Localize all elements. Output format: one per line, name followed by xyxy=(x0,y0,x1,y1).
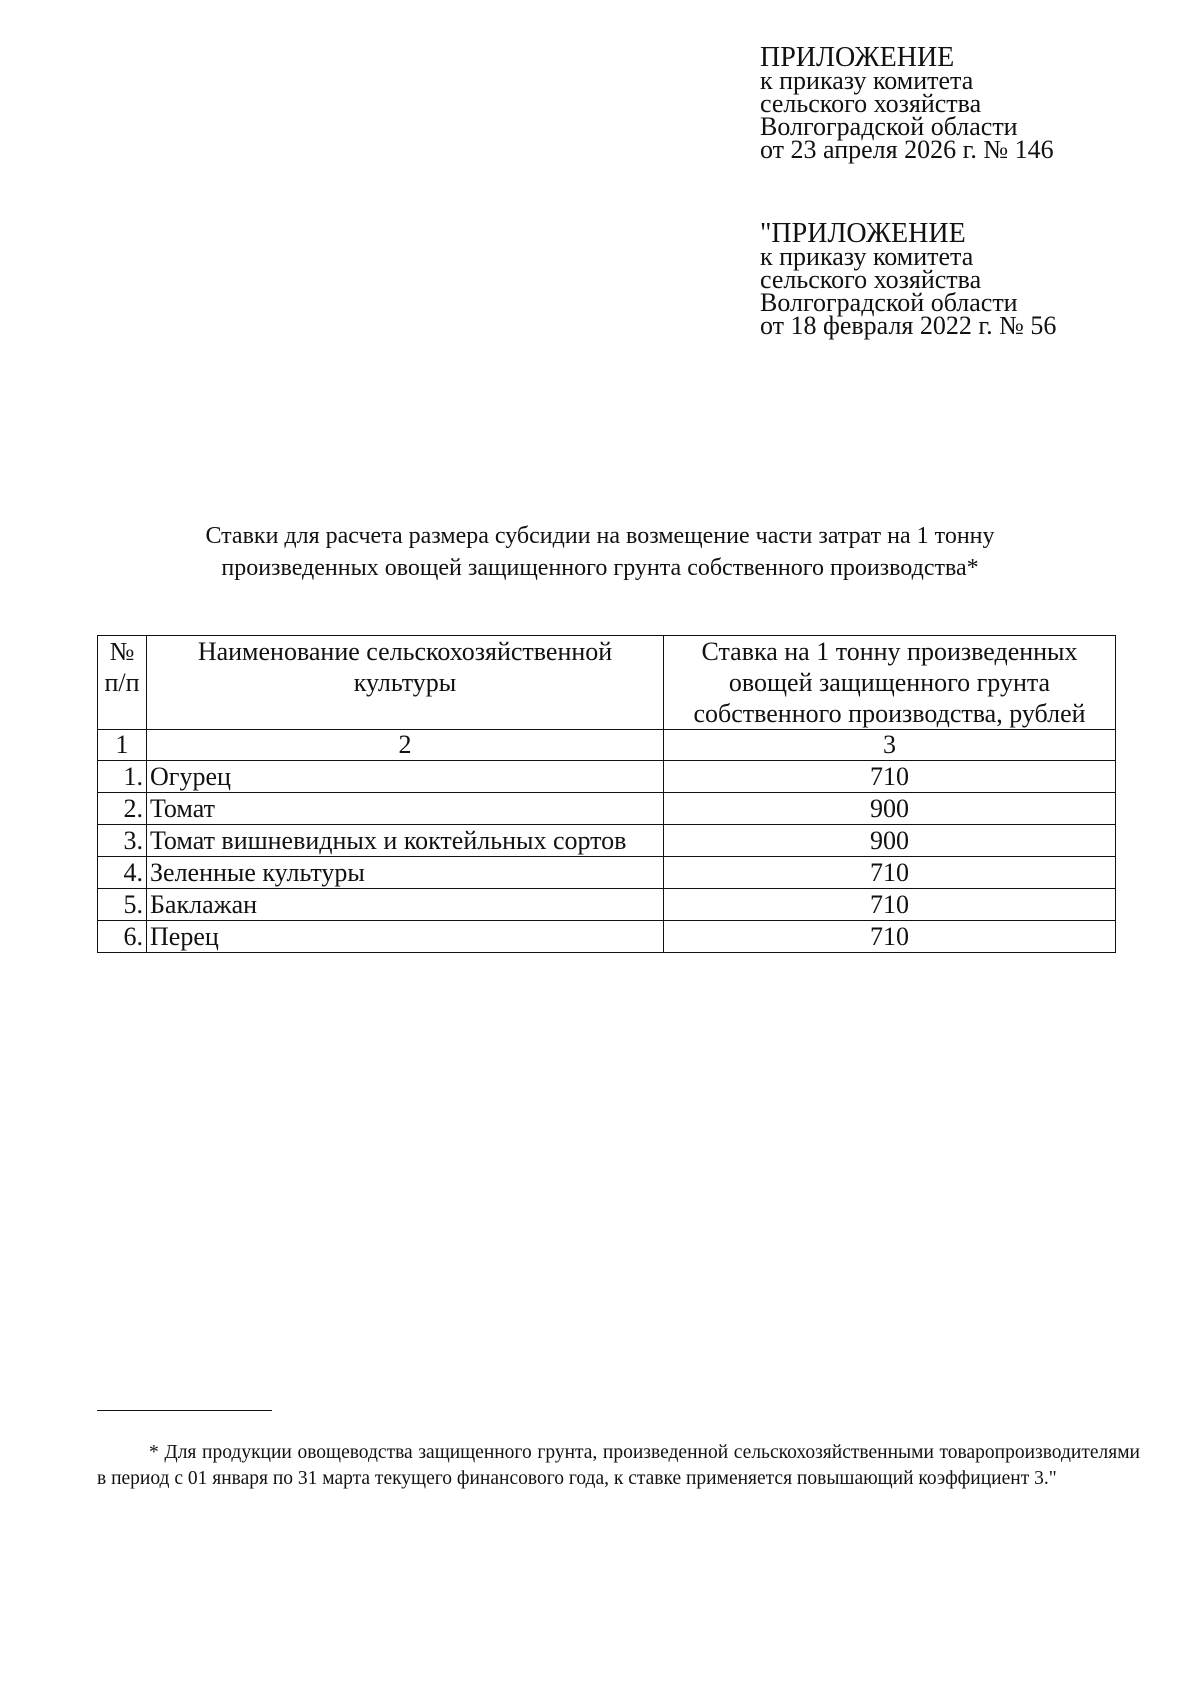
row-number: 3. xyxy=(98,825,147,857)
crop-name: Зеленные культуры xyxy=(147,857,664,889)
header-number: № п/п xyxy=(98,636,147,730)
appendix-line: Волгоградской области xyxy=(760,288,1018,317)
appendix-line: к приказу комитета xyxy=(760,66,974,95)
appendix-line: сельского хозяйства xyxy=(760,89,982,118)
row-number: 5. xyxy=(98,889,147,921)
header-rate: Ставка на 1 тонну произведенных овощей защищенного грунта собственного производства, рублей xyxy=(664,636,1116,730)
crop-name: Томат вишневидных и коктейльных сортов xyxy=(147,825,664,857)
crop-name: Перец xyxy=(147,921,664,953)
rate-value: 900 xyxy=(664,793,1116,825)
appendix-heading: "ПРИЛОЖЕНИЕ xyxy=(760,218,966,249)
appendix-block-current xyxy=(760,42,1054,164)
column-number-row xyxy=(98,730,1116,761)
appendix-line: сельского хозяйства xyxy=(760,265,982,294)
rates-table xyxy=(97,635,1116,953)
crop-name: Огурец xyxy=(147,761,664,793)
appendix-heading: ПРИЛОЖЕНИЕ xyxy=(760,42,955,73)
appendix-order-date: от 18 февраля 2022 г. № 56 xyxy=(760,311,1057,340)
column-number: 1 xyxy=(98,730,147,761)
row-number: 2. xyxy=(98,793,147,825)
table-header-row xyxy=(98,636,1116,730)
rate-value: 710 xyxy=(664,889,1116,921)
title-line: Ставки для расчета размера субсидии на возмещение части затрат на 1 тонну xyxy=(205,523,995,549)
header-crop: Наименование сельскохозяйственной культуры xyxy=(147,636,664,730)
table-row xyxy=(98,857,1116,889)
column-number: 3 xyxy=(664,730,1116,761)
footnote-divider xyxy=(97,1410,272,1411)
rate-value: 710 xyxy=(664,921,1116,953)
column-number: 2 xyxy=(147,730,664,761)
document-title xyxy=(100,520,1100,584)
table-row xyxy=(98,793,1116,825)
row-number: 6. xyxy=(98,921,147,953)
crop-name: Томат xyxy=(147,793,664,825)
crop-name: Баклажан xyxy=(147,889,664,921)
rate-value: 710 xyxy=(664,857,1116,889)
appendix-order-date: от 23 апреля 2026 г. № 146 xyxy=(760,135,1054,164)
table-row xyxy=(98,889,1116,921)
title-line: произведенных овощей защищенного грунта собственного производства* xyxy=(221,555,979,581)
row-number: 1. xyxy=(98,761,147,793)
appendix-line: к приказу комитета xyxy=(760,242,974,271)
table-row xyxy=(98,921,1116,953)
rate-value: 710 xyxy=(664,761,1116,793)
appendix-line: Волгоградской области xyxy=(760,112,1018,141)
rate-value: 900 xyxy=(664,825,1116,857)
table-row xyxy=(98,761,1116,793)
table-row xyxy=(98,825,1116,857)
footnote: * Для продукции овощеводства защищенного грунта, произведенной сельскохозяйственными товаропроизводителями в период с 01 января по 31 марта текущего финансового года, к ставке применяется повышающий коэффициент 3." xyxy=(97,1442,1140,1489)
row-number: 4. xyxy=(98,857,147,889)
appendix-block-previous xyxy=(760,218,1057,340)
